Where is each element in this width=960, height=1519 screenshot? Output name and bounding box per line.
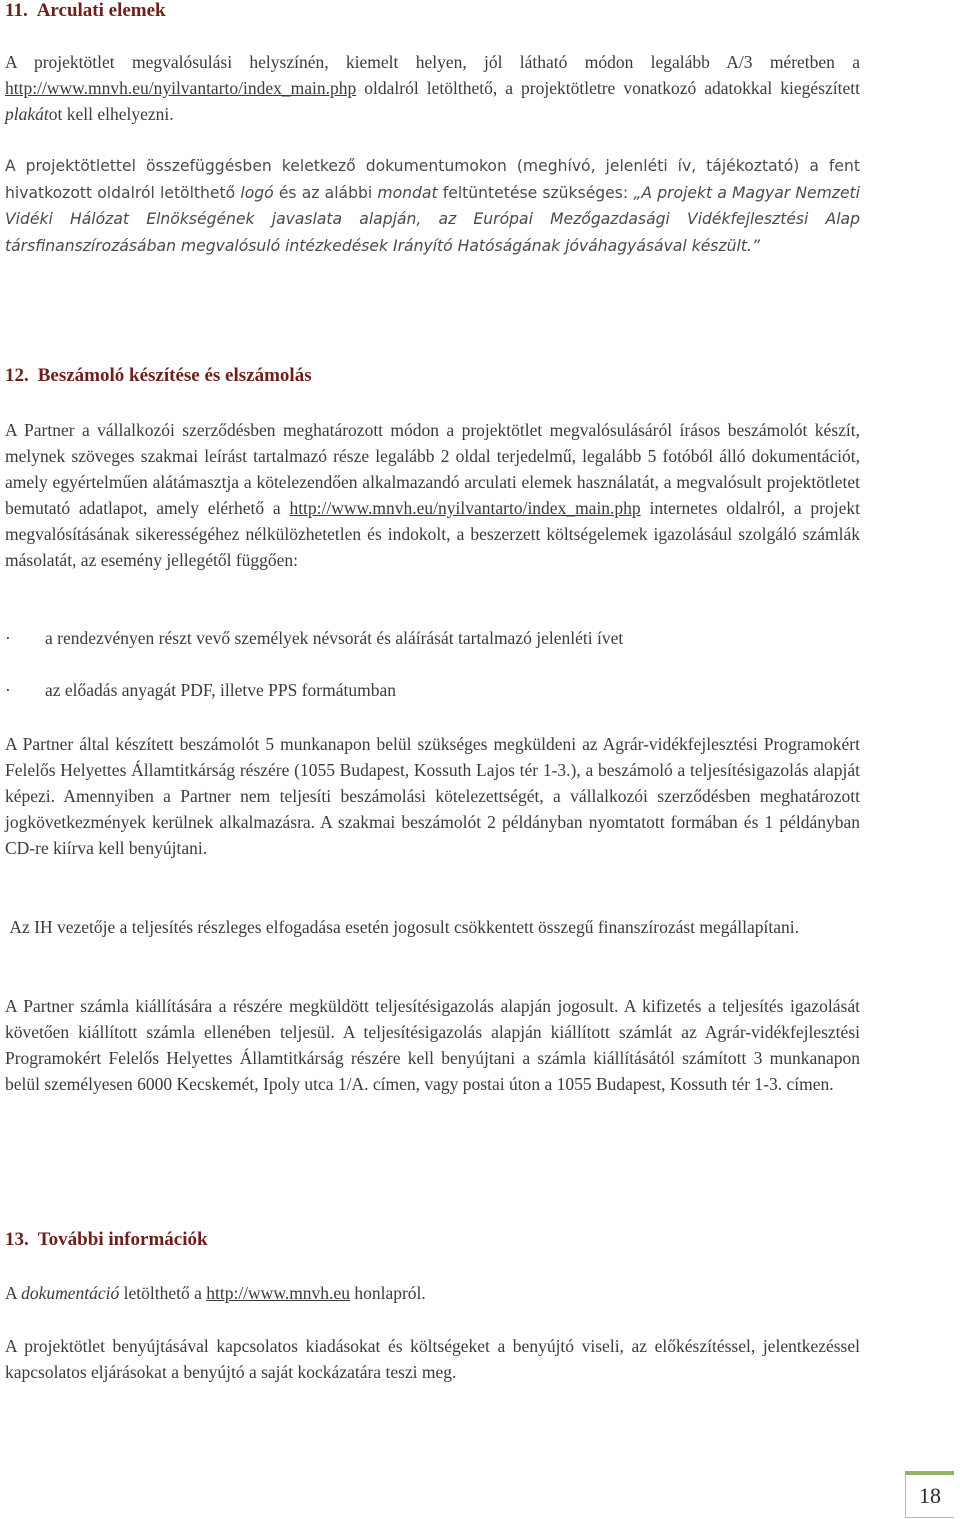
section-12-paragraph-2: A Partner által készített beszámolót 5 munkanapon belül szükséges megküldeni az Agrár-vidékfejlesztési Programokért Felelős Helyettes Államtitkárság részére (1055 Budapest, Kossuth Lajos tér 1-3.), a beszámoló a teljesítésigazolás alapját képezi. Amennyiben a Partner nem teljesíti beszámolási kötelezettségét, a vállalkozói szerződésben meghatározott jogkövetkezmények kerülnek alkalmazásra. A szakmai beszámolót 2 példányban nyomtatott formában és 1 példányban CD-re kiírva kell benyújtani. xyxy=(5,734,860,858)
list-item-text: az előadás anyagát PDF, illetve PPS formátumban xyxy=(45,680,396,700)
text-run: A xyxy=(5,1283,22,1303)
italic-term: dokumentáció xyxy=(21,1283,120,1303)
section-13-title: További információk xyxy=(37,1229,208,1250)
section-13-number: 13. xyxy=(5,1229,29,1250)
bullet-mark: · xyxy=(5,628,11,648)
section-12-heading xyxy=(5,365,312,387)
italic-term: logó xyxy=(240,183,274,202)
text-run: A projektötlet megvalósulási helyszínén, kiemelt helyen, jól látható módon legalább A/3 méretben a xyxy=(5,52,860,72)
mnvh-homepage-link[interactable]: http://www.mnvh.eu xyxy=(206,1283,350,1303)
section-13-heading xyxy=(5,1229,208,1251)
text-run: A projektötlettel összefüggésben keletkező dokumentumokon (meghívó, jelenléti ív, tájékoztató) a fent hivatkozott oldalról letölthető xyxy=(5,157,860,202)
text-run: internetes oldalról, a projekt megvalósításának sikerességéhez nélkülözhetetlen és indokolt, a beszerzett költségelemek igazolásául szolgáló számlák másolatát, az esemény jellegétől függően: xyxy=(5,498,860,570)
section-12-title: Beszámoló készítése és elszámolás xyxy=(37,365,312,386)
section-11-paragraph-1 xyxy=(5,49,860,127)
section-13-paragraph-1 xyxy=(5,1280,860,1306)
italic-term: plakát xyxy=(5,104,49,124)
text-run: és az alábbi xyxy=(273,183,378,202)
section-12-paragraph-4: A Partner számla kiállítására a részére megküldött teljesítésigazolás alapján jogosult. A kifizetés a teljesítés igazolását követően kiállított számla ellenében teljesül. A teljesítésigazolás alapján kiállított számlát az Agrár-vidékfejlesztési Programokért Felelős Helyettes Államtitkárság részére kell benyújtani a számla kiállításától számított 3 munkanapon belül személyesen 6000 Kecskemét, Ipoly utca 1/A. címen, vagy postai úton a 1055 Budapest, Kossuth tér 1-3. címen. xyxy=(5,996,860,1094)
list-item xyxy=(5,625,623,651)
italic-term: mondat xyxy=(377,183,438,202)
section-11-heading xyxy=(5,0,166,22)
page-number: 18 xyxy=(905,1471,954,1518)
section-11-paragraph-2 xyxy=(5,153,860,259)
bullet-mark: · xyxy=(5,680,11,700)
text-run: A Partner a vállalkozói szerződésben meghatározott módon a projektötlet megvalósulásáról írásos beszámolót készít, melynek szöveges szakmai leírást tartalmazó része legalább 2 oldal terjedelmű, legalább 5 fotóból álló dokumentációt, amely egyértelműen alátámasztja a kötelezendően alkalmazandó arculati elemek használatát, a megvalósult projektötletet bemutató adatlapot, amely elérhető a xyxy=(5,420,860,518)
text-run: letölthető a xyxy=(119,1283,207,1303)
section-12-paragraph-3: Az IH vezetője a teljesítés részleges elfogadása esetén jogosult csökkentett összegű finanszírozást megállapítani. xyxy=(5,917,800,937)
mnvh-nyilvantarto-link[interactable]: http://www.mnvh.eu/nyilvantarto/index_main.php xyxy=(5,78,357,98)
list-item xyxy=(5,677,396,703)
text-run: ot kell elhelyezni. xyxy=(48,104,174,124)
section-11-title: Arculati elemek xyxy=(36,0,166,21)
text-run: oldalról letölthető, a projektötletre vonatkozó adatokkal kiegészített xyxy=(356,78,860,98)
section-13-paragraph-2: A projektötlet benyújtásával kapcsolatos kiadásokat és költségeket a benyújtó viseli, az előkészítéssel, jelentkezéssel kapcsolatos eljárásokat a benyújtó a saját kockázatára teszi meg. xyxy=(5,1336,860,1382)
section-12-number: 12. xyxy=(5,365,29,386)
italic-quote: „A projekt a Magyar Nemzeti Vidéki Hálózat Elnökségének javaslata alapján, az Európai Mezőgazdasági Vidékfejlesztési Alap társfinanszírozásában megvalósuló intézkedések Irányító Hatóságának jóváhagyásával készült.” xyxy=(5,183,861,255)
text-run: feltüntetése szükséges: xyxy=(437,183,634,202)
section-12-paragraph-1 xyxy=(5,417,860,573)
list-item-text: a rendezvényen részt vevő személyek névsorát és aláírását tartalmazó jelenléti ívet xyxy=(45,628,624,648)
text-run: honlapról. xyxy=(349,1283,426,1303)
mnvh-nyilvantarto-link[interactable]: http://www.mnvh.eu/nyilvantarto/index_main.php xyxy=(289,498,641,518)
section-11-number: 11. xyxy=(5,0,28,21)
